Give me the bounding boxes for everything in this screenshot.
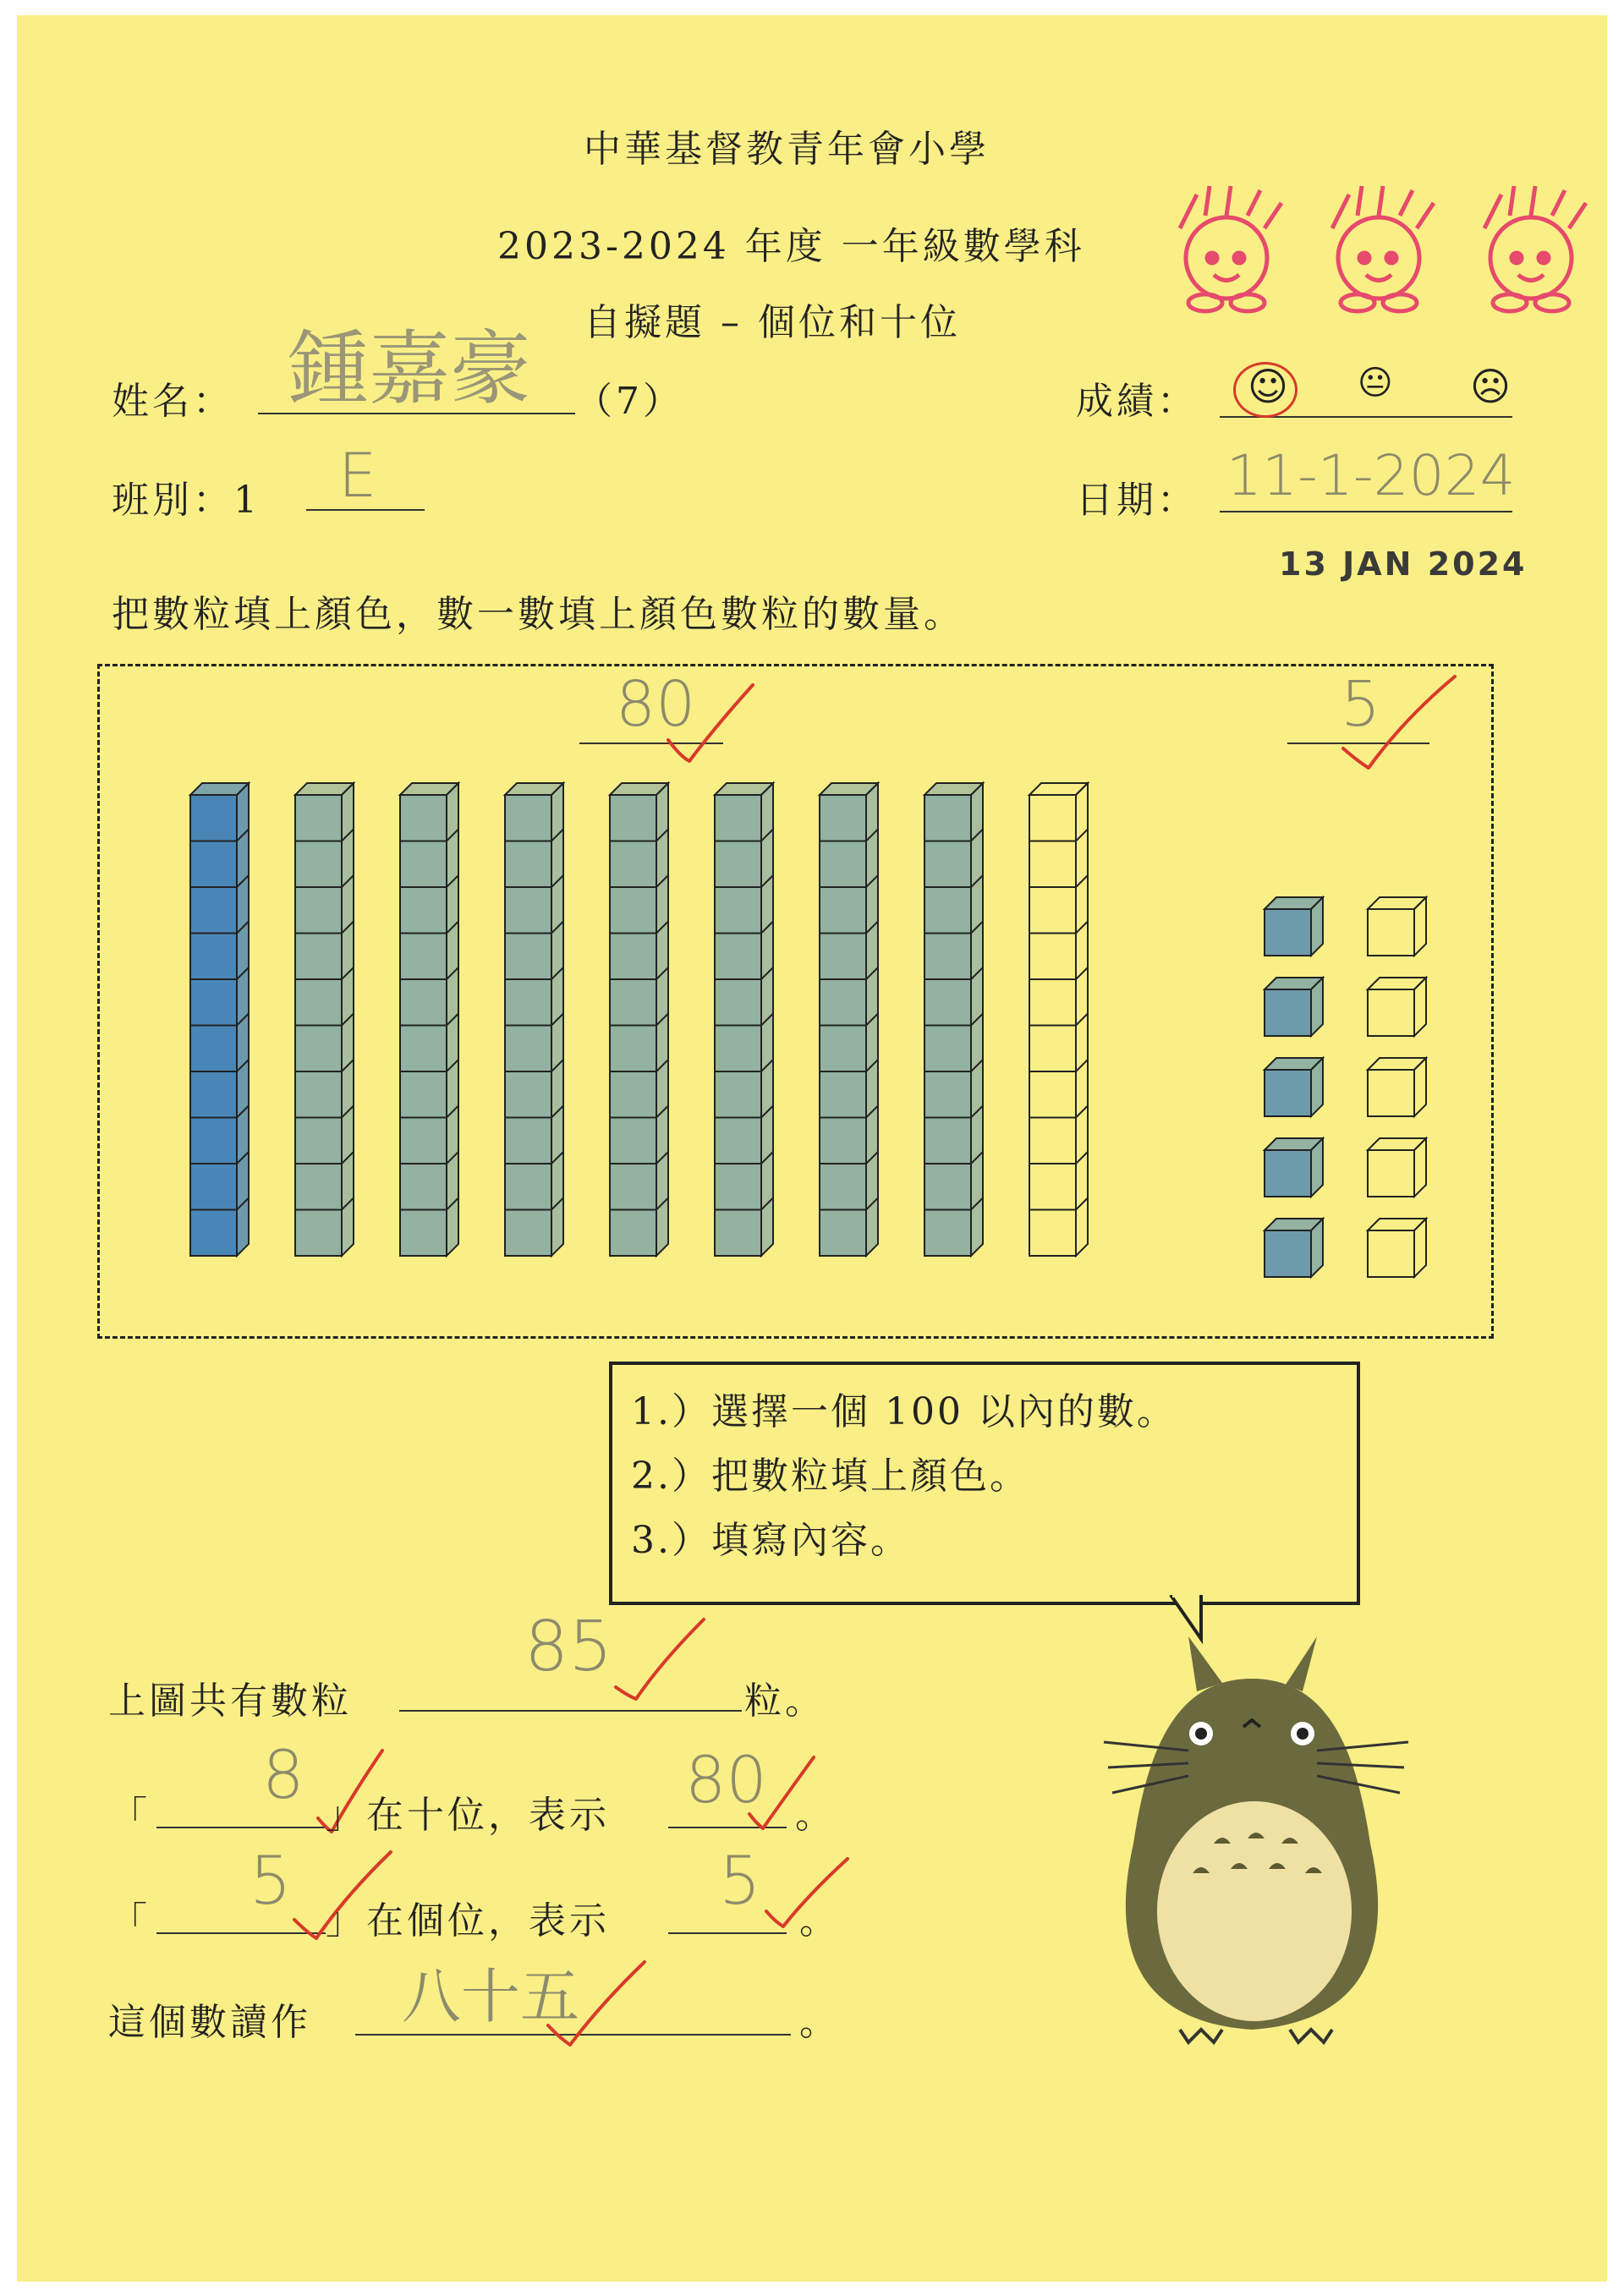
speech-bubble	[609, 1362, 1360, 1605]
bubble-line-1: 1.）選擇一個 100 以內的數。	[631, 1390, 1177, 1433]
tens-rod	[400, 783, 458, 1256]
tens-rod	[610, 783, 668, 1256]
q2-middle: 」在十位，表示	[326, 1794, 610, 1837]
tens-rod	[924, 783, 983, 1256]
q1-answer: 85	[524, 1607, 613, 1687]
q1-suffix: 粒。	[744, 1680, 826, 1723]
ones-cube	[1265, 1219, 1323, 1277]
bubble-line-3: 3.）填寫內容。	[631, 1519, 910, 1562]
q2-value: 80	[685, 1742, 767, 1817]
class-value: E	[338, 440, 377, 511]
name-value: 鍾嘉豪	[288, 321, 531, 416]
q3-open: 「	[110, 1899, 151, 1943]
bubble-line-2: 2.）把數粒填上顏色。	[631, 1455, 1029, 1498]
school-name: 中華基督教青年會小學	[584, 128, 990, 171]
q4-end: 。	[799, 2001, 840, 2044]
date-value: 11-1-2024	[1226, 443, 1516, 508]
q1-line	[399, 1710, 742, 1712]
grade-label: 成績：	[1076, 380, 1198, 423]
ones-cube	[1265, 897, 1323, 956]
ones-cube	[1368, 978, 1426, 1036]
q4-check-mark	[541, 1954, 651, 2055]
year-subject: 2023-2024 年度 一年級數學科	[497, 225, 1085, 268]
tens-rod	[190, 783, 249, 1256]
q4-prefix: 這個數讀作	[108, 2001, 311, 2044]
q1-check-mark	[609, 1611, 710, 1704]
ones-answer: 5	[1341, 668, 1381, 741]
q4-answer: 八十五	[402, 1962, 579, 2031]
q3-answer: 5	[250, 1844, 292, 1920]
ones-cube	[1265, 1058, 1323, 1116]
class-label: 班別：1	[112, 479, 261, 522]
ones-cube	[1368, 1138, 1426, 1197]
q2-line	[156, 1827, 326, 1828]
face-neutral-icon: 😐	[1358, 364, 1393, 403]
ones-cube	[1265, 1138, 1323, 1197]
tens-answer: 80	[616, 668, 696, 741]
ones-cube	[1368, 1058, 1426, 1116]
q2-end: 。	[795, 1794, 836, 1837]
q3-middle: 」在個位，表示	[326, 1899, 610, 1943]
tens-rod	[295, 783, 354, 1256]
instruction-text: 把數粒填上顏色，數一數填上顏色數粒的數量。	[112, 593, 964, 636]
q1-prefix: 上圖共有數粒	[108, 1680, 352, 1723]
ones-cube	[1368, 897, 1426, 956]
date-label: 日期：	[1076, 479, 1198, 522]
ones-cube	[1265, 978, 1323, 1036]
q3-end: 。	[799, 1899, 840, 1943]
face-happy-icon: ☺	[1248, 364, 1288, 409]
q3-value: 5	[719, 1844, 761, 1920]
ones-cube	[1368, 1219, 1426, 1277]
topic-title: 自擬題 – 個位和十位	[584, 301, 961, 344]
student-number: （7）	[575, 380, 683, 423]
date-stamp: 13 JAN 2024	[1279, 545, 1528, 583]
totoro-illustration	[1095, 1632, 1417, 2055]
tens-rod	[1029, 783, 1088, 1256]
face-sad-icon: ☹	[1470, 364, 1511, 409]
tens-rod	[820, 783, 878, 1256]
tens-rod	[715, 783, 773, 1256]
q2-answer: 8	[262, 1738, 304, 1814]
tens-rod	[505, 783, 563, 1256]
q2-open: 「	[110, 1794, 151, 1837]
name-label: 姓名：	[112, 380, 233, 423]
